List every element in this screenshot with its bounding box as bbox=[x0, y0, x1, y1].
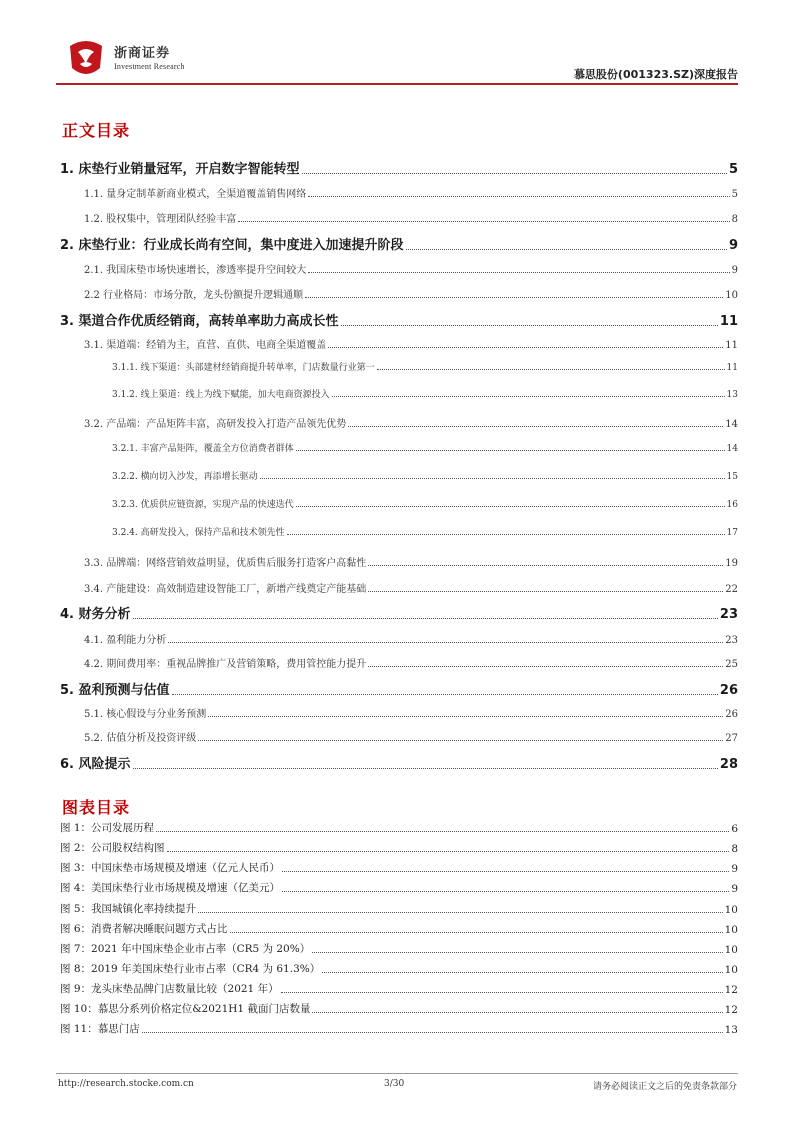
toc-entry[interactable] bbox=[56, 261, 738, 276]
toc-entry[interactable] bbox=[56, 234, 738, 253]
toc-entry-page: 27 bbox=[725, 733, 738, 744]
toc-entry-label: 3.1.1. 线下渠道：头部建材经销商提升转单率，门店数量行业第一 bbox=[112, 363, 375, 373]
toc-entry-label: 1. 床垫行业销量冠军，开启数字智能转型 bbox=[60, 162, 300, 177]
toc-entry-label: 1.1. 量身定制革新商业模式，全渠道覆盖销售网络 bbox=[84, 189, 307, 200]
toc-entry[interactable] bbox=[56, 554, 738, 569]
toc-entry[interactable] bbox=[56, 679, 738, 698]
toc-entry[interactable] bbox=[56, 525, 738, 538]
toc-entry-page: 26 bbox=[719, 683, 738, 698]
dot-leader bbox=[368, 666, 723, 667]
toc-entry-page: 11 bbox=[726, 363, 738, 373]
toc-entry-page: 17 bbox=[726, 528, 738, 538]
dot-leader bbox=[133, 618, 718, 619]
dot-leader bbox=[296, 450, 725, 451]
toc-entry-label: 3.4. 产能建设：高效制造建设智能工厂，新增产线奠定产能基础 bbox=[84, 584, 367, 595]
figure-entry[interactable] bbox=[56, 880, 738, 895]
toc-entry-label: 2.2 行业格局：市场分散，龙头份额提升逻辑通顺 bbox=[84, 290, 304, 301]
toc-entry[interactable] bbox=[56, 441, 738, 454]
toc-entry[interactable] bbox=[56, 580, 738, 595]
dot-leader bbox=[377, 369, 725, 370]
dot-leader bbox=[156, 831, 729, 832]
dot-leader bbox=[133, 768, 718, 769]
figure-entry[interactable] bbox=[56, 860, 738, 875]
toc-entry-label: 3.3. 品牌端：网络营销效益明显，优质售后服务打造客户高黏性 bbox=[84, 558, 367, 569]
toc-entry[interactable] bbox=[56, 210, 738, 225]
dot-leader bbox=[332, 396, 725, 397]
dot-leader bbox=[308, 272, 729, 273]
dot-leader bbox=[281, 992, 723, 993]
toc-entry-page: 11 bbox=[719, 314, 738, 329]
footer-divider bbox=[56, 1073, 738, 1074]
dot-leader bbox=[341, 325, 718, 326]
brand-name-cn: 浙商证券 bbox=[114, 46, 171, 61]
toc-title: 正文目录 bbox=[62, 121, 131, 140]
footer-disclaimer: 请务必阅读正文之后的免责条款部分 bbox=[592, 1082, 737, 1092]
dot-leader bbox=[238, 221, 729, 222]
figure-entry[interactable] bbox=[56, 1001, 738, 1016]
footer-url[interactable]: http://research.stocke.com.cn bbox=[58, 1079, 194, 1089]
figure-entry-page: 10 bbox=[724, 904, 738, 916]
toc-entry[interactable] bbox=[56, 185, 738, 200]
toc-entry-page: 28 bbox=[719, 757, 738, 772]
figures-title: 图表目录 bbox=[62, 798, 131, 817]
dot-leader bbox=[302, 173, 727, 174]
toc-entry-label: 4. 财务分析 bbox=[60, 607, 131, 622]
dot-leader bbox=[230, 932, 723, 933]
toc-entry[interactable] bbox=[56, 336, 738, 351]
figure-entry-label: 图 10：慕思分系列价格定位&2021H1 截面门店数量 bbox=[60, 1003, 311, 1015]
toc-entry[interactable] bbox=[56, 655, 738, 670]
toc-entry-page: 23 bbox=[719, 607, 738, 622]
figure-entry[interactable] bbox=[56, 961, 738, 976]
figure-entry[interactable] bbox=[56, 921, 738, 936]
toc-entry[interactable] bbox=[56, 415, 738, 430]
toc-entry[interactable] bbox=[56, 360, 738, 373]
figure-entry-page: 8 bbox=[731, 843, 738, 855]
figure-entry-page: 12 bbox=[724, 984, 738, 996]
toc-entry[interactable] bbox=[56, 310, 738, 329]
toc-entry[interactable] bbox=[56, 729, 738, 744]
dot-leader bbox=[368, 565, 723, 566]
figure-entry[interactable] bbox=[56, 1021, 738, 1036]
dot-leader bbox=[305, 297, 723, 298]
dot-leader bbox=[328, 347, 723, 348]
figure-entry-page: 10 bbox=[724, 964, 738, 976]
figure-entry-label: 图 11：慕思门店 bbox=[60, 1023, 140, 1035]
toc-entry-page: 9 bbox=[731, 265, 738, 276]
toc-entry-page: 23 bbox=[725, 635, 738, 646]
toc-entry-label: 3.1.2. 线上渠道：线上为线下赋能，加大电商资源投入 bbox=[112, 390, 330, 400]
dot-leader bbox=[282, 871, 729, 872]
figure-entry-page: 10 bbox=[724, 924, 738, 936]
brand-logo bbox=[64, 38, 224, 78]
dot-leader bbox=[142, 1032, 723, 1033]
toc-entry-label: 3.2.2. 横向切入沙发，再添增长驱动 bbox=[112, 472, 258, 482]
toc-entry-label: 3.2.4. 高研发投入，保持产品和技术领先性 bbox=[112, 528, 285, 538]
dot-leader bbox=[322, 972, 722, 973]
toc-entry-label: 4.1. 盈利能力分析 bbox=[84, 635, 167, 646]
dot-leader bbox=[348, 426, 723, 427]
toc-entry-page: 8 bbox=[731, 214, 738, 225]
toc-entry[interactable] bbox=[56, 705, 738, 720]
figure-entry-label: 图 4：美国床垫行业市场规模及增速（亿美元） bbox=[60, 882, 281, 894]
toc-entry-label: 3. 渠道合作优质经销商，高转单率助力高成长性 bbox=[60, 314, 339, 329]
figure-entry-label: 图 6：消费者解决睡眠问题方式占比 bbox=[60, 923, 228, 935]
figure-entry-label: 图 9：龙头床垫品牌门店数量比较（2021 年） bbox=[60, 983, 279, 995]
toc-entry[interactable] bbox=[56, 497, 738, 510]
header-divider bbox=[56, 83, 738, 85]
toc-entry-page: 22 bbox=[725, 584, 738, 595]
toc-entry-page: 16 bbox=[726, 500, 738, 510]
brand-name-en: Investment Research bbox=[114, 62, 185, 71]
toc-entry-page: 15 bbox=[726, 472, 738, 482]
figure-entry-page: 10 bbox=[724, 944, 738, 956]
figure-entry-page: 6 bbox=[731, 823, 738, 835]
dot-leader bbox=[308, 196, 729, 197]
toc-entry-page: 14 bbox=[725, 419, 738, 430]
toc-entry-page: 5 bbox=[731, 189, 738, 200]
toc-entry-label: 2. 床垫行业：行业成长尚有空间，集中度进入加速提升阶段 bbox=[60, 238, 404, 253]
dot-leader bbox=[198, 912, 723, 913]
toc-entry-label: 5.2. 估值分析及投资评级 bbox=[84, 733, 197, 744]
toc-entry-label: 3.2. 产品端：产品矩阵丰富，高研发投入打造产品领先优势 bbox=[84, 419, 347, 430]
toc-entry[interactable] bbox=[56, 286, 738, 301]
dot-leader bbox=[208, 716, 723, 717]
toc-entry-label: 6. 风险提示 bbox=[60, 757, 131, 772]
dot-leader bbox=[406, 249, 727, 250]
figure-entry[interactable] bbox=[56, 820, 738, 835]
dot-leader bbox=[167, 851, 730, 852]
toc-entry-page: 14 bbox=[726, 444, 738, 454]
toc-entry-page: 19 bbox=[725, 558, 738, 569]
dot-leader bbox=[312, 1012, 722, 1013]
figure-entry[interactable] bbox=[56, 901, 738, 916]
figure-entry-label: 图 2：公司股权结构图 bbox=[60, 842, 165, 854]
toc-entry-page: 9 bbox=[728, 238, 738, 253]
figure-entry-page: 13 bbox=[724, 1024, 738, 1036]
dot-leader bbox=[198, 740, 723, 741]
dot-leader bbox=[296, 506, 725, 507]
figure-entry[interactable] bbox=[56, 981, 738, 996]
dot-leader bbox=[312, 952, 722, 953]
figure-entry-page: 9 bbox=[731, 863, 738, 875]
toc-entry-label: 4.2. 期间费用率：重视品牌推广及营销策略，费用管控能力提升 bbox=[84, 659, 367, 670]
toc-entry-label: 3.2.3. 优质供应链资源，实现产品的快速迭代 bbox=[112, 500, 294, 510]
toc-entry-label: 3.1. 渠道端：经销为主，直营、直供、电商全渠道覆盖 bbox=[84, 340, 327, 351]
toc-entry-page: 11 bbox=[725, 340, 738, 351]
dot-leader bbox=[260, 478, 725, 479]
toc-entry[interactable] bbox=[56, 469, 738, 482]
figure-entry-label: 图 3：中国床垫市场规模及增速（亿元人民币） bbox=[60, 862, 281, 874]
figure-entry-page: 9 bbox=[731, 883, 738, 895]
dot-leader bbox=[172, 694, 718, 695]
figure-entry-label: 图 8：2019 年美国床垫行业市占率（CR4 为 61.3%） bbox=[60, 963, 321, 975]
page-header bbox=[56, 38, 738, 82]
toc-entry-page: 25 bbox=[725, 659, 738, 670]
dot-leader bbox=[287, 534, 725, 535]
figure-entry-page: 12 bbox=[724, 1004, 738, 1016]
toc-entry-label: 1.2. 股权集中，管理团队经验丰富 bbox=[84, 214, 237, 225]
toc-entry[interactable] bbox=[56, 158, 738, 177]
toc-entry-page: 26 bbox=[725, 709, 738, 720]
brand-logo-icon bbox=[64, 38, 108, 78]
figure-entry[interactable] bbox=[56, 840, 738, 855]
toc-entry-page: 5 bbox=[728, 162, 738, 177]
figure-entry-label: 图 7：2021 年中国床垫企业市占率（CR5 为 20%） bbox=[60, 943, 311, 955]
report-title: 慕思股份(001323.SZ)深度报告 bbox=[573, 68, 738, 81]
toc-entry[interactable] bbox=[56, 387, 738, 400]
toc-entry-label: 5.1. 核心假设与分业务预测 bbox=[84, 709, 207, 720]
toc-entry-label: 3.2.1. 丰富产品矩阵，覆盖全方位消费者群体 bbox=[112, 444, 294, 454]
toc-entry-label: 2.1. 我国床垫市场快速增长，渗透率提升空间较大 bbox=[84, 265, 307, 276]
page-number: 3/30 bbox=[384, 1079, 405, 1089]
toc-entry-label: 5. 盈利预测与估值 bbox=[60, 683, 170, 698]
toc-entry-page: 10 bbox=[725, 290, 738, 301]
toc-entry[interactable] bbox=[56, 753, 738, 772]
figure-entry[interactable] bbox=[56, 941, 738, 956]
toc-entry-page: 13 bbox=[726, 390, 738, 400]
dot-leader bbox=[282, 891, 729, 892]
dot-leader bbox=[368, 591, 723, 592]
toc-entry[interactable] bbox=[56, 631, 738, 646]
dot-leader bbox=[168, 642, 723, 643]
toc-entry[interactable] bbox=[56, 603, 738, 622]
figure-entry-label: 图 1：公司发展历程 bbox=[60, 822, 155, 834]
figure-entry-label: 图 5：我国城镇化率持续提升 bbox=[60, 903, 197, 915]
